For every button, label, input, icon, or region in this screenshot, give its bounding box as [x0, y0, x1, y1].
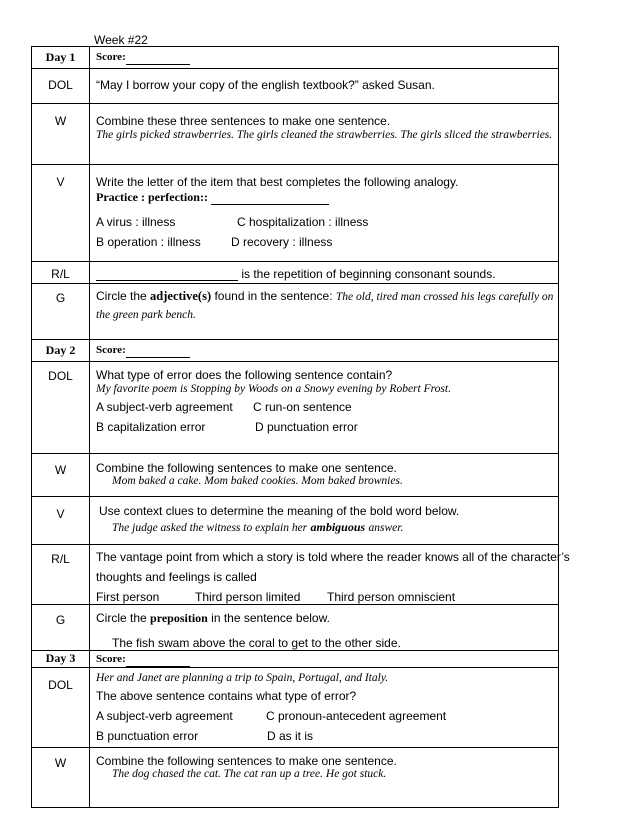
day2-dol-opt-a: A subject-verb agreement [96, 400, 233, 414]
day2-rl-opt-2: Third person limited [195, 590, 301, 604]
day2-rl-opt-1: First person [96, 590, 160, 604]
day3-dol-sentence: Her and Janet are planning a trip to Spain, Portugal, and Italy. [96, 672, 389, 684]
day1-rl-row [32, 262, 559, 284]
day1-v-opt-b: B operation : illness [96, 235, 201, 249]
day2-rl-row [32, 545, 559, 605]
day1-w-label: W [54, 114, 67, 128]
day2-v-row [32, 497, 559, 545]
day1-dol-label: DOL [48, 78, 73, 92]
day1-v-row [32, 165, 559, 262]
day2-w-row [32, 454, 559, 497]
day2-g-label: G [55, 613, 66, 627]
day1-v-opt-c: C hospitalization : illness [237, 215, 369, 229]
day3-dol-opt-a: A subject-verb agreement [96, 709, 233, 723]
day1-v-label: V [56, 175, 65, 189]
day1-score-blank[interactable] [126, 64, 190, 65]
day3-w-row [32, 748, 559, 808]
day2-g-row [32, 605, 559, 651]
day1-v-blank[interactable] [211, 204, 329, 205]
day3-header-row [32, 651, 559, 668]
day3-dol-opt-c: C pronoun-antecedent agreement [266, 709, 447, 723]
day2-g-pre: Circle the [96, 611, 147, 625]
day2-dol-row [32, 362, 559, 454]
day1-v-instr: Write the letter of the item that best completes the following analogy. [96, 175, 459, 189]
day1-v-opt-d: D recovery : illness [231, 235, 333, 249]
day2-w-sentence: Mom baked a cake. Mom baked cookies. Mom baked brownies. [112, 475, 403, 487]
day1-w-instr: Combine these three sentences to make one sentence. [96, 114, 391, 128]
day1-v-prompt: Practice : perfection:: [96, 190, 208, 204]
day2-score-blank[interactable] [126, 357, 190, 358]
day1-g-label: G [55, 291, 66, 305]
day2-rl-line1: The vantage point from which a story is told where the reader knows all of the character’s [96, 550, 570, 564]
day2-v-bold-word: ambiguous [310, 520, 366, 534]
day3-label: Day 3 [45, 651, 76, 665]
day3-score-label: Score: [96, 653, 126, 665]
day2-dol-instr: What type of error does the following sentence contain? [96, 368, 393, 382]
day1-header-row [32, 47, 559, 69]
day1-g-sentence-2: the green park bench. [96, 309, 196, 321]
day1-rl-label: R/L [51, 267, 70, 281]
day2-v-label: V [56, 507, 65, 521]
day1-rl-text: is the repetition of beginning consonant sounds. [241, 267, 496, 281]
day2-dol-opt-b: B capitalization error [96, 420, 206, 434]
day2-rl-label: R/L [51, 552, 70, 566]
day2-header-row [32, 340, 559, 362]
day3-dol-row [32, 668, 559, 748]
day1-g-row [32, 284, 559, 340]
day1-g-word: adjective(s) [150, 289, 212, 303]
day2-dol-sentence: My favorite poem is Stopping by Woods on a Snowy evening by Robert Frost. [96, 383, 451, 395]
day3-w-label: W [54, 756, 67, 770]
day1-w-row [32, 104, 559, 165]
day2-v-sentence-pre: The judge asked the witness to explain her [112, 522, 308, 534]
day2-rl-opt-3: Third person omniscient [327, 590, 456, 604]
day1-w-sentence: The girls picked strawberries. The girls cleaned the strawberries. The girls sliced the strawberries. [96, 129, 553, 141]
day1-g-sentence-1: The old, tired man crossed his legs carefully on [335, 291, 554, 303]
day1-dol-text: “May I borrow your copy of the english textbook?” asked Susan. [96, 78, 435, 92]
day1-rl-blank[interactable] [96, 280, 238, 281]
day1-dol-row [32, 69, 559, 104]
day1-g-pre: Circle the [96, 289, 147, 303]
day3-w-sentence: The dog chased the cat. The cat ran up a tree. He got stuck. [112, 768, 387, 780]
day3-w-instr: Combine the following sentences to make one sentence. [96, 754, 397, 768]
day2-w-instr: Combine the following sentences to make one sentence. [96, 461, 397, 475]
day2-g-post: in the sentence below. [211, 611, 330, 625]
day3-score-blank[interactable] [126, 666, 190, 667]
day2-rl-line2: thoughts and feelings is called [96, 570, 257, 584]
day2-dol-opt-c: C run-on sentence [253, 400, 352, 414]
day3-dol-opt-b: B punctuation error [96, 729, 199, 743]
day3-dol-opt-d: D as it is [267, 729, 314, 743]
day2-g-sentence: The fish swam above the coral to get to the other side. [112, 636, 401, 650]
worksheet-table [31, 46, 570, 808]
day2-score-label: Score: [96, 344, 126, 356]
day1-v-opt-a: A virus : illness [96, 215, 176, 229]
day1-g-post: found in the sentence: [214, 289, 333, 303]
week-title: Week #22 [94, 33, 148, 47]
day2-g-word: preposition [150, 611, 208, 625]
day3-dol-label: DOL [48, 678, 73, 692]
day1-score-label: Score: [96, 51, 126, 63]
day2-label: Day 2 [45, 343, 76, 357]
day2-dol-opt-d: D punctuation error [255, 420, 358, 434]
day2-dol-label: DOL [48, 369, 73, 383]
day2-v-instr: Use context clues to determine the meaning of the bold word below. [99, 504, 460, 518]
day1-label: Day 1 [45, 50, 76, 64]
day3-dol-instr: The above sentence contains what type of error? [96, 689, 357, 703]
day2-w-label: W [54, 463, 67, 477]
day2-v-sentence-post: answer. [368, 522, 404, 534]
